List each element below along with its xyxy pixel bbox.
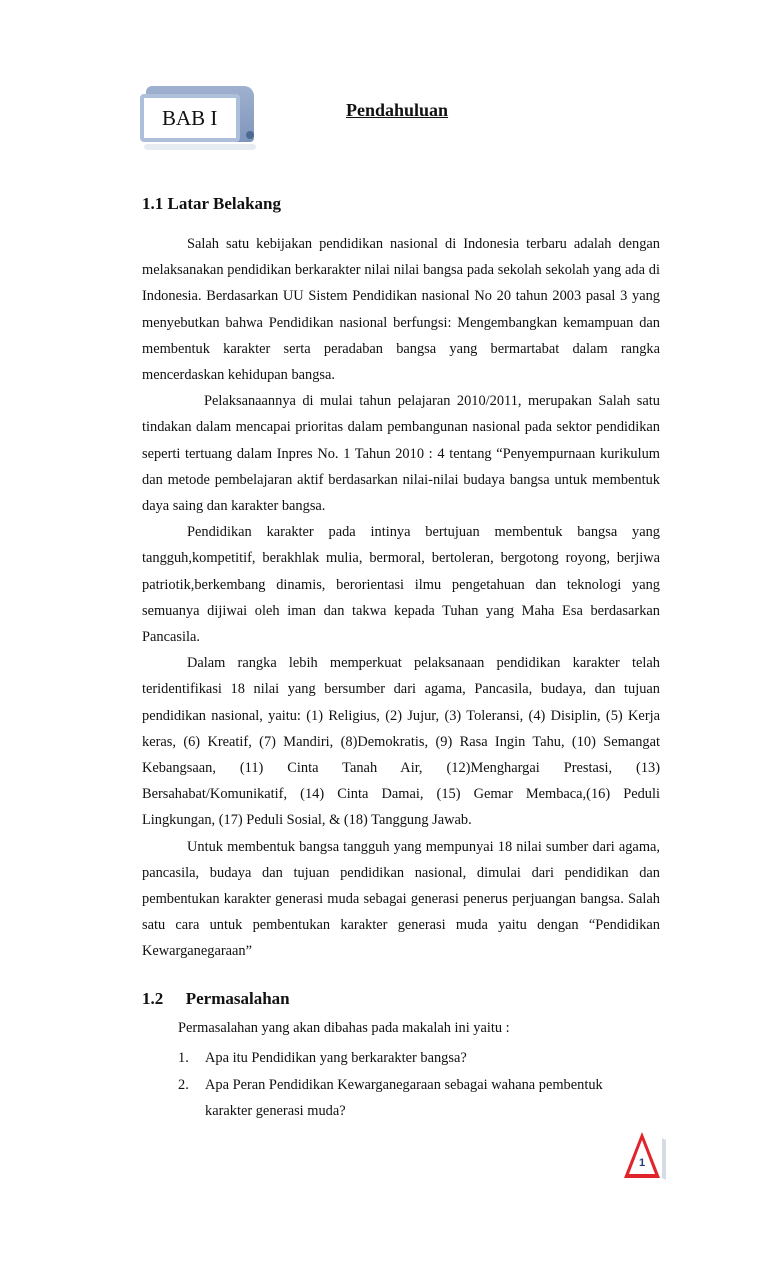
- list-intro: Permasalahan yang akan dibahas pada makalah ini yaitu :: [178, 1020, 510, 1036]
- section-title: Permasalahan: [185, 989, 290, 1008]
- paragraph: Untuk membentuk bangsa tangguh yang mempunyai 18 nilai sumber dari agama, pancasila, budaya dan tujuan pendidikan nasional, dimulai dari pendidikan dan pembentukan karakter generasi muda sebagai generasi penerus perjuangan bangsa. Salah satu cara untuk pembentukan karakter generasi muda yaitu dengan “Pendidikan Kewarganegaraan”: [142, 838, 660, 960]
- chapter-badge: [140, 86, 258, 148]
- paragraph: Dalam rangka lebih memperkuat pelaksanaan pendidikan karakter telah teridentifikasi 18 nilai yang bersumber dari agama, Pancasila, budaya, dan tujuan pendidikan nasional, yaitu: (1) Religius, (2) Jujur, (3) Toleransi, (4) Disiplin, (5) Kerja keras, (6) Kreatif, (7) Mandiri, (8)Demokratis, (9) Rasa Ingin Tahu, (10) Semangat Kebangsaan, (11) Cinta Tanah Air, (12)Menghargai Prestasi, (13) Bersahabat/Komunikatif, (14) Cinta Damai, (15) Gemar Membaca,(16) Peduli Lingkungan, (17) Peduli Sosial, & (18) Tanggung Jawab.: [142, 655, 660, 829]
- section-heading-permasalahan: [142, 989, 290, 1009]
- list-item-text: Apa itu Pendidikan yang berkarakter bangsa?: [205, 1050, 467, 1066]
- list-item-number: 2.: [178, 1077, 189, 1093]
- triangle-icon: [624, 1130, 666, 1182]
- section-body-latar-belakang: [142, 231, 660, 965]
- badge-shadow: [144, 144, 256, 150]
- paragraph: Pendidikan karakter pada intinya bertujuan membentuk bangsa yang tangguh,kompetitif, berakhlak mulia, bermoral, bertoleran, bergotong royong, berjiwa patriotik,berkembang dinamis, berorientasi ilmu pengetahuan dan teknologi yang semuanya dijiwai oleh iman dan takwa kepada Tuhan yang Maha Esa berdasarkan Pancasila.: [142, 524, 660, 646]
- paragraph: Salah satu kebijakan pendidikan nasional di Indonesia terbaru adalah dengan melaksanakan pendidikan berkarakter nilai nilai bangsa pada sekolah sekolah yang ada di Indonesia. Berdasarkan UU Sistem Pendidikan nasional No 20 tahun 2003 pasal 3 yang menyebutkan bahwa Pendidikan nasional berfungsi: Mengembangkan kemampuan dan membentuk karakter serta peradaban bangsa yang bermartabat dalam rangka mencerdaskan kehidupan bangsa.: [142, 236, 660, 384]
- chapter-title: Pendahuluan: [346, 100, 449, 120]
- list-item: [178, 1072, 638, 1124]
- page-number: 1: [638, 1157, 646, 1169]
- page-number-badge: [624, 1130, 666, 1182]
- badge-frame: [140, 94, 240, 142]
- chapter-label: BAB I: [162, 105, 218, 130]
- problem-list: [178, 1045, 638, 1124]
- section-heading-latar-belakang: 1.1 Latar Belakang: [142, 194, 282, 213]
- section-number: 1.2: [142, 989, 164, 1008]
- list-item-number: 1.: [178, 1050, 189, 1066]
- badge-dot-icon: [246, 131, 254, 139]
- list-item: [178, 1045, 638, 1071]
- paragraph: Pelaksanaannya di mulai tahun pelajaran 2010/2011, merupakan Salah satu tindakan dalam mencapai prioritas dalam pembangunan nasional pada sektor pendidikan seperti tertuang dalam Inpres No. 1 Tahun 2010 : 4 tentang “Penyempurnaan kurikulum dan metode pembelajaran aktif berdasarkan nilai-nilai budaya bangsa untuk membentuk daya saing dan karakter bangsa.: [142, 393, 660, 515]
- list-item-text: Apa Peran Pendidikan Kewarganegaraan sebagai wahana pembentuk karakter generasi muda?: [205, 1077, 603, 1119]
